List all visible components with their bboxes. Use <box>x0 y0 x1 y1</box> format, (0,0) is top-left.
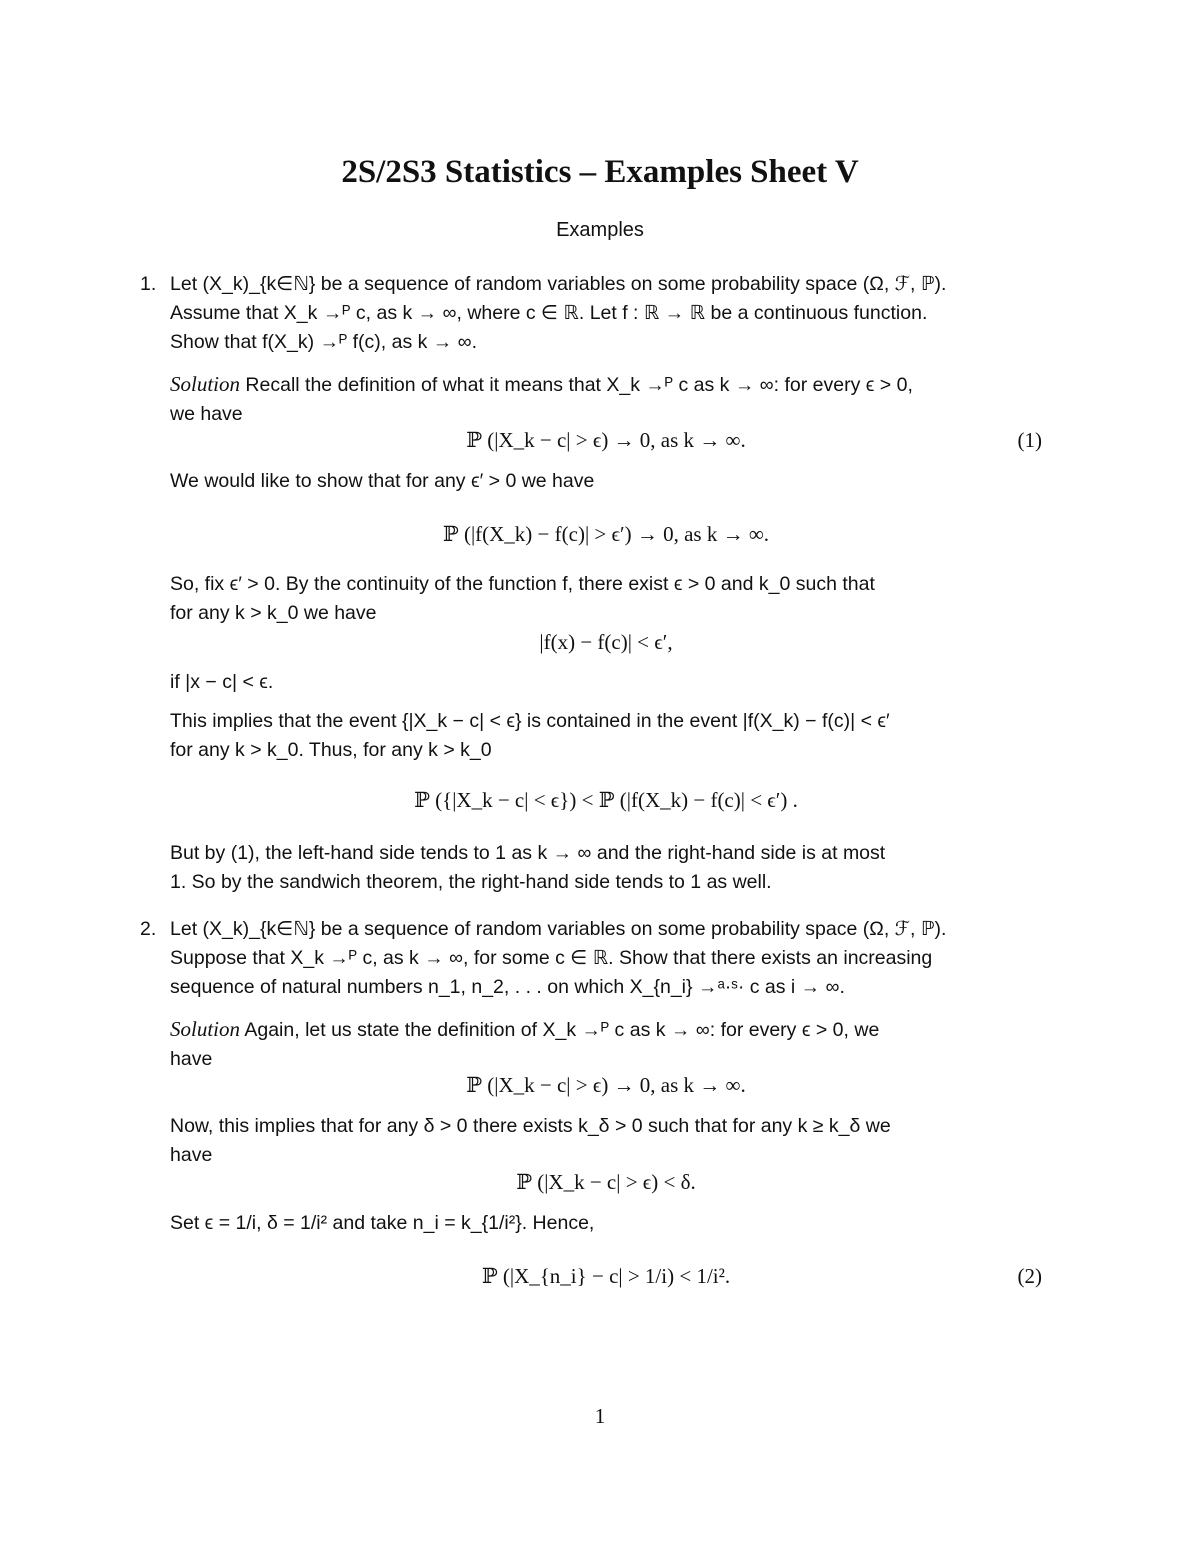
solution-label: Solution <box>170 1017 241 1041</box>
text-line: for any k > k_0. Thus, for any k > k_0 <box>170 739 492 761</box>
delta-paragraph <box>170 1112 1042 1170</box>
text-line: have <box>170 1144 213 1166</box>
solution-text: Again, let us state the definition of X_k →ᴾ c as k → ∞: for every ϵ > 0, we <box>240 1019 880 1041</box>
text-line: Now, this implies that for any δ > 0 there exists k_δ > 0 such that for any k ≥ k_δ we <box>170 1115 891 1137</box>
text-line: 1. So by the sandwich theorem, the right-hand side tends to 1 as well. <box>170 871 772 893</box>
target-equation: ℙ (|f(X_k) − f(c)| > ϵ′) → 0, as k → ∞. <box>442 522 770 546</box>
text-line <box>170 1015 1042 1045</box>
text-line: Let (X_k)_{k∈ℕ} be a sequence of random variables on some probability space (Ω, ℱ, ℙ). <box>170 273 947 295</box>
question-number: 1. <box>140 273 157 295</box>
text-line: Assume that X_k →ᴾ c, as k → ∞, where c ∈ ℝ. Let f : ℝ → ℝ be a continuous function. <box>170 302 928 324</box>
text-line: This implies that the event {|X_k − c| < ϵ} is contained in the event |f(X_k) − f(c)| < ϵ′ <box>170 710 890 732</box>
solution-text: Recall the definition of what it means that X_k →ᴾ c as k → ∞: for every ϵ > 0, <box>240 374 913 396</box>
question-1-solution-intro <box>170 370 1042 429</box>
continuity-paragraph <box>170 570 1042 628</box>
text-line: Show that f(X_k) →ᴾ f(c), as k → ∞. <box>170 331 478 353</box>
text-line: for any k > k_0 we have <box>170 602 377 624</box>
text-line: sequence of natural numbers n_1, n_2, . . . on which X_{n_i} →ᵃ·ˢ· c as i → ∞. <box>170 976 845 998</box>
definition-equation: ℙ (|X_k − c| > ϵ) → 0, as k → ∞. <box>466 1073 746 1097</box>
inequality-equation: ℙ ({|X_k − c| < ϵ}) < ℙ (|f(X_k) − f(c)| < ϵ′) . <box>414 788 798 812</box>
equation-2: ℙ (|X_{n_i} − c| > 1/i) < 1/i². <box>481 1264 731 1288</box>
delta-equation: ℙ (|X_k − c| > ϵ) < δ. <box>516 1170 696 1194</box>
equation-1: ℙ (|X_k − c| > ϵ) → 0, as k → ∞. <box>466 428 746 452</box>
text-line: we have <box>170 403 243 425</box>
equation-label: (1) <box>1017 428 1042 452</box>
question-1-statement <box>170 270 1042 357</box>
solution-label: Solution <box>170 372 241 396</box>
text-line: But by (1), the left-hand side tends to 1 as k → ∞ and the right-hand side is at most <box>170 842 886 864</box>
text-line: Set ϵ = 1/i, δ = 1/i² and take n_i = k_{1/i²}. Hence, <box>170 1212 595 1234</box>
text-line: So, fix ϵ′ > 0. By the continuity of the function f, there exist ϵ > 0 and k_0 such that <box>170 573 875 595</box>
text-line: have <box>170 1048 213 1070</box>
text-line: We would like to show that for any ϵ′ > 0 we have <box>170 470 595 492</box>
section-heading: Examples <box>556 219 644 241</box>
text-line <box>170 370 1042 400</box>
page-number: 1 <box>594 1404 606 1428</box>
question-2-statement <box>170 915 1042 1002</box>
page-title: 2S/2S3 Statistics – Examples Sheet V <box>341 154 859 190</box>
continuity-equation: |f(x) − f(c)| < ϵ′, <box>539 630 673 654</box>
question-number: 2. <box>140 918 157 940</box>
text-line: if |x − c| < ϵ. <box>170 671 274 693</box>
question-2-solution-intro <box>170 1015 1042 1074</box>
text-line: Let (X_k)_{k∈ℕ} be a sequence of random variables on some probability space (Ω, ℱ, ℙ). <box>170 918 947 940</box>
equation-label: (2) <box>1017 1264 1042 1288</box>
text-line: Suppose that X_k →ᴾ c, as k → ∞, for some c ∈ ℝ. Show that there exists an increasing <box>170 947 933 969</box>
implication-paragraph <box>170 707 1042 765</box>
conclusion-paragraph <box>170 839 1042 897</box>
